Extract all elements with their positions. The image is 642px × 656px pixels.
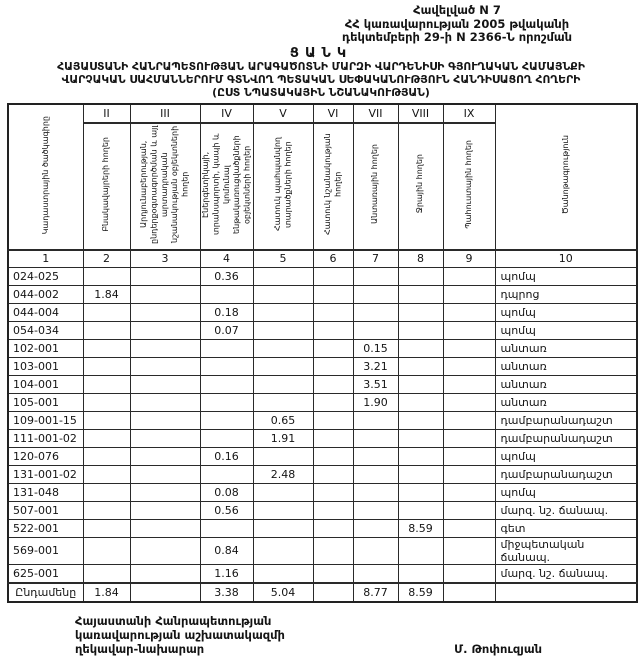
decree-line-1: ՀՀ կառավարության 2005 թվականի — [344, 16, 570, 31]
value-cell — [200, 375, 253, 393]
column-number: 4 — [200, 250, 253, 268]
value-cell — [130, 501, 200, 519]
note-cell: անտառ — [495, 357, 637, 375]
appendix-block — [302, 4, 612, 45]
value-cell — [443, 411, 495, 429]
value-cell: 0.08 — [200, 483, 253, 501]
note-cell: պոմպ — [495, 267, 637, 285]
value-cell: 8.77 — [353, 583, 398, 602]
value-cell — [130, 321, 200, 339]
value-cell — [83, 411, 130, 429]
note-cell: դամբարանադաշտ — [495, 411, 637, 429]
column-header-water — [398, 123, 443, 250]
code-cell: 109-001-15 — [8, 411, 83, 429]
roman-numeral: IX — [443, 104, 495, 123]
value-cell — [313, 519, 353, 537]
note-cell: պոմպ — [495, 303, 637, 321]
table-row — [8, 447, 637, 465]
value-cell — [353, 537, 398, 564]
value-cell — [443, 303, 495, 321]
value-cell — [200, 519, 253, 537]
value-cell — [353, 447, 398, 465]
value-cell — [253, 357, 313, 375]
title-block — [0, 46, 642, 100]
column-number: 6 — [313, 250, 353, 268]
value-cell — [353, 483, 398, 501]
value-cell — [130, 339, 200, 357]
table-body — [8, 267, 637, 602]
value-cell: 3.21 — [353, 357, 398, 375]
value-cell — [83, 339, 130, 357]
value-cell — [313, 429, 353, 447]
value-cell — [353, 564, 398, 583]
value-cell — [130, 375, 200, 393]
code-cell: 569-001 — [8, 537, 83, 564]
signature-name: Մ. Թոփուզյան — [454, 641, 542, 656]
value-cell — [443, 285, 495, 303]
table-row — [8, 501, 637, 519]
official-title-line-3: ղեկավար-նախարար — [75, 641, 205, 656]
value-cell — [253, 519, 313, 537]
value-cell — [313, 465, 353, 483]
value-cell — [443, 429, 495, 447]
column-number: 10 — [495, 250, 637, 268]
value-cell — [83, 303, 130, 321]
value-cell — [200, 465, 253, 483]
column-header-label: Պահուստային հողեր — [463, 139, 473, 229]
note-cell — [495, 583, 637, 602]
value-cell — [130, 393, 200, 411]
value-cell — [130, 267, 200, 285]
value-cell — [253, 303, 313, 321]
value-cell — [313, 375, 353, 393]
official-title-line-2: կառավարության աշխատակազմի — [75, 627, 285, 642]
value-cell — [253, 393, 313, 411]
value-cell — [130, 411, 200, 429]
note-cell: դպրոց — [495, 285, 637, 303]
value-cell: 1.16 — [200, 564, 253, 583]
note-cell: պոմպ — [495, 483, 637, 501]
value-cell — [253, 564, 313, 583]
note-cell: անտառ — [495, 375, 637, 393]
note-cell: դամբարանադաշտ — [495, 429, 637, 447]
column-header-industrial — [130, 123, 200, 250]
value-cell — [353, 321, 398, 339]
value-cell — [443, 564, 495, 583]
code-cell: 104-001 — [8, 375, 83, 393]
value-cell — [313, 583, 353, 602]
value-cell — [253, 537, 313, 564]
code-cell: 044-002 — [8, 285, 83, 303]
column-number: 7 — [353, 250, 398, 268]
value-cell — [83, 267, 130, 285]
code-cell: 131-001-02 — [8, 465, 83, 483]
table-row — [8, 321, 637, 339]
value-cell: 8.59 — [398, 519, 443, 537]
column-number: 3 — [130, 250, 200, 268]
value-cell — [398, 267, 443, 285]
value-cell — [253, 267, 313, 285]
value-cell — [398, 447, 443, 465]
value-cell — [130, 583, 200, 602]
value-cell — [353, 501, 398, 519]
value-cell — [398, 483, 443, 501]
column-number: 8 — [398, 250, 443, 268]
value-cell: 2.48 — [253, 465, 313, 483]
column-number-row — [8, 250, 637, 268]
column-header-label: Ջրային հողեր — [415, 154, 425, 214]
code-cell: 105-001 — [8, 393, 83, 411]
table-row — [8, 429, 637, 447]
column-header-label: Հատուկ պահպանվող տարածքների հողեր — [272, 137, 292, 232]
value-cell — [313, 393, 353, 411]
value-cell — [313, 357, 353, 375]
value-cell — [253, 483, 313, 501]
note-cell: միջպետական ճանապ. — [495, 537, 637, 564]
value-cell — [130, 537, 200, 564]
value-cell — [443, 321, 495, 339]
value-cell — [353, 465, 398, 483]
table-row — [8, 303, 637, 321]
title-line-3: (ԸՍՏ ՆՊԱՏԱԿԱՅԻՆ ՆՇԱՆԱԿՈՒԹՅԱՆ) — [212, 85, 430, 99]
value-cell — [443, 375, 495, 393]
value-cell — [398, 429, 443, 447]
value-cell — [443, 393, 495, 411]
table-row — [8, 411, 637, 429]
value-cell — [398, 357, 443, 375]
value-cell — [130, 447, 200, 465]
column-header-label: Կադաստրային ծածկագիրը — [40, 115, 50, 235]
value-cell — [253, 375, 313, 393]
official-title-line-1: Հայաստանի Հանրապետության — [75, 613, 272, 628]
value-cell — [83, 465, 130, 483]
value-cell: 0.07 — [200, 321, 253, 339]
code-cell: 625-001 — [8, 564, 83, 583]
column-header-label: Արդյունաբերության, ընդերքօգտագործման և այլ արտադրական նշանակության օբյեկտների հողեր — [139, 124, 190, 244]
value-cell — [313, 285, 353, 303]
table-row — [8, 357, 637, 375]
value-cell: 0.84 — [200, 537, 253, 564]
table-row — [8, 267, 637, 285]
value-cell — [313, 447, 353, 465]
note-cell: անտառ — [495, 393, 637, 411]
table-row — [8, 393, 637, 411]
value-cell — [443, 483, 495, 501]
value-cell — [398, 303, 443, 321]
value-cell — [443, 519, 495, 537]
value-cell — [398, 339, 443, 357]
table-row — [8, 564, 637, 583]
roman-numeral: III — [130, 104, 200, 123]
roman-numeral: VIII — [398, 104, 443, 123]
value-cell — [398, 564, 443, 583]
decree-line-2: դեկտեմբերի 29-ի N 2366-Ն որոշման — [341, 30, 573, 45]
value-cell — [313, 501, 353, 519]
value-cell: 0.18 — [200, 303, 253, 321]
note-cell: պոմպ — [495, 321, 637, 339]
value-cell: 1.90 — [353, 393, 398, 411]
value-cell — [398, 465, 443, 483]
note-cell: պոմպ — [495, 447, 637, 465]
value-cell: 0.16 — [200, 447, 253, 465]
column-header-infrastructure — [200, 123, 253, 250]
value-cell — [130, 285, 200, 303]
value-cell — [83, 519, 130, 537]
value-cell — [443, 267, 495, 285]
value-cell — [353, 519, 398, 537]
roman-numeral: II — [83, 104, 130, 123]
value-cell — [353, 267, 398, 285]
code-cell: 024-025 — [8, 267, 83, 285]
note-cell: գետ — [495, 519, 637, 537]
value-cell — [83, 357, 130, 375]
value-cell: 1.84 — [83, 583, 130, 602]
value-cell — [130, 357, 200, 375]
column-header-forest — [353, 123, 398, 250]
value-cell — [130, 483, 200, 501]
value-cell: 3.38 — [200, 583, 253, 602]
table-row — [8, 339, 637, 357]
official-title — [75, 614, 285, 656]
value-cell — [83, 501, 130, 519]
roman-numeral: IV — [200, 104, 253, 123]
column-header-reserve — [443, 123, 495, 250]
value-cell — [130, 429, 200, 447]
value-cell — [130, 465, 200, 483]
value-cell — [398, 411, 443, 429]
column-header-label: Բնակավայրերի հողեր — [101, 136, 111, 232]
value-cell — [253, 321, 313, 339]
value-cell — [443, 583, 495, 602]
value-cell — [443, 465, 495, 483]
value-cell — [83, 429, 130, 447]
code-cell: 044-004 — [8, 303, 83, 321]
value-cell — [443, 537, 495, 564]
column-header-cadastral-code — [8, 104, 83, 250]
roman-numeral-row — [8, 104, 637, 123]
table-head — [8, 104, 637, 268]
title-line-1: ՀԱՅԱՍՏԱՆԻ ՀԱՆՐԱՊԵՏՈՒԹՅԱՆ ԱՐԱԳԱԾՈՏՆԻ ՄԱՐԶԻ ՎԱՐԴԵՆԻՍԻ ԳՅՈՒՂԱԿԱՆ ՀԱՄԱՅՆՔԻ — [57, 59, 585, 73]
value-cell: 0.65 — [253, 411, 313, 429]
value-cell — [200, 429, 253, 447]
table-row — [8, 483, 637, 501]
column-number: 1 — [8, 250, 83, 268]
column-header-label: Անտառային հողեր — [370, 144, 380, 225]
value-cell — [83, 375, 130, 393]
value-cell — [83, 447, 130, 465]
value-cell — [200, 285, 253, 303]
value-cell — [398, 537, 443, 564]
value-cell — [313, 339, 353, 357]
value-cell — [130, 519, 200, 537]
value-cell — [83, 321, 130, 339]
value-cell — [200, 357, 253, 375]
value-cell — [398, 393, 443, 411]
value-cell — [353, 285, 398, 303]
code-cell: 522-001 — [8, 519, 83, 537]
value-cell — [130, 303, 200, 321]
appendix-number: Հավելված N 7 — [413, 3, 501, 17]
value-cell — [253, 285, 313, 303]
value-cell — [313, 564, 353, 583]
column-header-note — [495, 104, 637, 250]
value-cell — [313, 321, 353, 339]
column-header-label: Ծանոթագրություն — [560, 135, 570, 215]
code-cell: 131-048 — [8, 483, 83, 501]
value-cell — [398, 375, 443, 393]
code-cell: 102-001 — [8, 339, 83, 357]
value-cell: 5.04 — [253, 583, 313, 602]
value-cell — [313, 483, 353, 501]
value-cell — [253, 447, 313, 465]
value-cell — [398, 321, 443, 339]
column-number: 2 — [83, 250, 130, 268]
value-cell — [200, 411, 253, 429]
value-cell — [443, 357, 495, 375]
table-row — [8, 375, 637, 393]
value-cell — [443, 501, 495, 519]
land-table — [7, 103, 638, 603]
note-cell: անտառ — [495, 339, 637, 357]
document-title: ՑԱՆԿ — [289, 45, 353, 61]
roman-numeral: VI — [313, 104, 353, 123]
value-cell — [200, 339, 253, 357]
value-cell: 3.51 — [353, 375, 398, 393]
value-cell — [83, 483, 130, 501]
value-cell: 8.59 — [398, 583, 443, 602]
column-header-protected — [253, 123, 313, 250]
signature-block — [0, 614, 642, 656]
roman-numeral: VII — [353, 104, 398, 123]
value-cell — [83, 537, 130, 564]
value-cell — [83, 393, 130, 411]
table-row — [8, 465, 637, 483]
value-cell — [313, 303, 353, 321]
value-cell — [443, 447, 495, 465]
value-cell: 0.56 — [200, 501, 253, 519]
value-cell — [253, 339, 313, 357]
value-cell — [200, 393, 253, 411]
value-cell: 1.84 — [83, 285, 130, 303]
title-line-2: ՎԱՐՉԱԿԱՆ ՍԱՀՄԱՆՆԵՐՈՒՄ ԳՏՆՎՈՂ ՊԵՏԱԿԱՆ ՍԵՓԱԿԱՆՈՒԹՅՈՒՆ ՀԱՆԴԻՍԱՑՈՂ ՀՈՂԵՐԻ — [61, 72, 581, 86]
column-number: 9 — [443, 250, 495, 268]
value-cell — [253, 501, 313, 519]
value-cell — [398, 285, 443, 303]
column-header-label: Էներգետիկայի, տրանսպորտի, կապի և կոմունալ ենթակառուցվածքների օբյեկտների հողեր — [200, 133, 252, 235]
table-row — [8, 519, 637, 537]
note-cell: դամբարանադաշտ — [495, 465, 637, 483]
value-cell: 0.15 — [353, 339, 398, 357]
column-header-residential — [83, 123, 130, 250]
value-cell — [313, 537, 353, 564]
value-cell — [313, 411, 353, 429]
table-total-row — [8, 583, 637, 602]
value-cell — [398, 501, 443, 519]
value-cell — [353, 429, 398, 447]
value-cell — [353, 411, 398, 429]
value-cell — [353, 303, 398, 321]
roman-numeral: V — [253, 104, 313, 123]
document — [0, 4, 642, 656]
code-cell: 103-001 — [8, 357, 83, 375]
table-row — [8, 285, 637, 303]
note-cell: մարզ. նշ. ճանապ. — [495, 501, 637, 519]
value-cell: 1.91 — [253, 429, 313, 447]
value-cell — [313, 267, 353, 285]
note-cell: մարզ. նշ. ճանապ. — [495, 564, 637, 583]
table-row — [8, 537, 637, 564]
code-cell: 054-034 — [8, 321, 83, 339]
value-cell — [443, 339, 495, 357]
total-label-cell: Ընդամենը — [8, 583, 83, 602]
code-cell: 507-001 — [8, 501, 83, 519]
column-number: 5 — [253, 250, 313, 268]
value-cell — [130, 564, 200, 583]
column-header-label: Հատուկ նշանակության հողեր — [322, 133, 342, 235]
value-cell — [83, 564, 130, 583]
code-cell: 120-076 — [8, 447, 83, 465]
code-cell: 111-001-02 — [8, 429, 83, 447]
value-cell: 0.36 — [200, 267, 253, 285]
column-header-special — [313, 123, 353, 250]
